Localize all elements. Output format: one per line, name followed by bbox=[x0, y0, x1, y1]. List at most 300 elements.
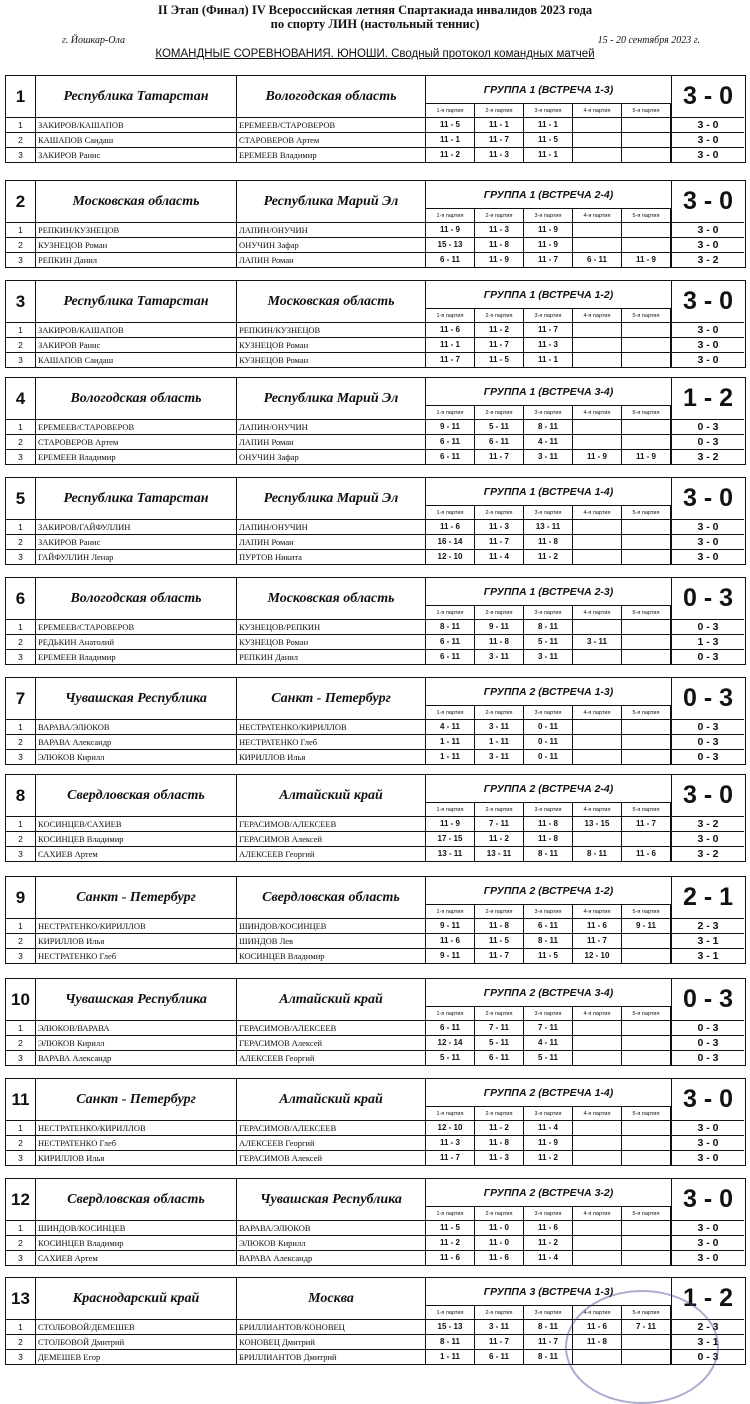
set-score: 11 - 4 bbox=[524, 1251, 573, 1265]
game-row bbox=[6, 720, 744, 735]
team-a-name: Вологодская область bbox=[36, 578, 237, 620]
game-number: 2 bbox=[6, 1335, 36, 1349]
group-label: ГРУППА 1 (ВСТРЕЧА 1-3) bbox=[426, 76, 671, 104]
party-header: 4-я партия bbox=[573, 706, 622, 720]
game-number: 3 bbox=[6, 847, 36, 861]
match-block bbox=[5, 1078, 746, 1166]
party-header: 2-я партия bbox=[475, 803, 524, 817]
set-score: 3 - 11 bbox=[524, 450, 573, 464]
game-rows bbox=[6, 1021, 744, 1065]
set-score: 11 - 3 bbox=[426, 1136, 475, 1150]
set-score: 11 - 7 bbox=[524, 1335, 573, 1349]
player-b-name: КИРИЛЛОВ Илья bbox=[237, 750, 426, 764]
match-number: 10 bbox=[6, 979, 36, 1021]
party-header: 4-я партия bbox=[573, 1306, 622, 1320]
set-score: 9 - 11 bbox=[426, 919, 475, 933]
set-score: 11 - 2 bbox=[426, 1236, 475, 1250]
team-b-name: Республика Марий Эл bbox=[237, 378, 426, 420]
match-number: 7 bbox=[6, 678, 36, 720]
game-number: 3 bbox=[6, 550, 36, 564]
game-number: 1 bbox=[6, 1121, 36, 1135]
set-score: 11 - 5 bbox=[475, 353, 524, 367]
game-result: 0 - 3 bbox=[671, 1051, 744, 1065]
match-block bbox=[5, 677, 746, 765]
set-score bbox=[622, 238, 671, 252]
match-number: 3 bbox=[6, 281, 36, 323]
game-row bbox=[6, 1320, 744, 1335]
player-b-name: ГЕРАСИМОВ/АЛЕКСЕЕВ bbox=[237, 1021, 426, 1035]
game-result: 3 - 0 bbox=[671, 1236, 744, 1250]
set-score: 5 - 11 bbox=[524, 635, 573, 649]
player-a-name: ЗАКИРОВ Ранис bbox=[36, 338, 237, 352]
game-row bbox=[6, 1121, 744, 1136]
game-result: 0 - 3 bbox=[671, 1021, 744, 1035]
set-score: 13 - 11 bbox=[475, 847, 524, 861]
set-score: 1 - 11 bbox=[426, 750, 475, 764]
game-number: 3 bbox=[6, 353, 36, 367]
party-header: 5-я партия bbox=[622, 406, 671, 420]
set-score: 7 - 11 bbox=[475, 817, 524, 831]
player-b-name: НЕСТРАТЕНКО Глеб bbox=[237, 735, 426, 749]
set-score bbox=[573, 1136, 622, 1150]
match-block bbox=[5, 774, 746, 862]
game-number: 2 bbox=[6, 1036, 36, 1050]
set-score: 11 - 7 bbox=[475, 133, 524, 147]
set-score: 11 - 8 bbox=[524, 817, 573, 831]
set-score: 11 - 3 bbox=[524, 338, 573, 352]
set-score: 11 - 3 bbox=[475, 223, 524, 237]
set-score bbox=[622, 353, 671, 367]
set-score: 11 - 9 bbox=[524, 238, 573, 252]
set-score: 6 - 11 bbox=[475, 1051, 524, 1065]
party-header: 3-я партия bbox=[524, 1007, 573, 1021]
set-score: 11 - 6 bbox=[622, 847, 671, 861]
party-header: 2-я партия bbox=[475, 1107, 524, 1121]
set-score: 7 - 11 bbox=[524, 1021, 573, 1035]
game-number: 1 bbox=[6, 420, 36, 434]
set-score: 11 - 8 bbox=[524, 832, 573, 846]
player-a-name: ЗАКИРОВ Ранис bbox=[36, 148, 237, 162]
set-score: 11 - 8 bbox=[573, 1335, 622, 1349]
set-score: 11 - 7 bbox=[475, 450, 524, 464]
game-rows bbox=[6, 323, 744, 367]
set-score bbox=[573, 750, 622, 764]
game-number: 3 bbox=[6, 148, 36, 162]
set-score bbox=[622, 1021, 671, 1035]
player-a-name: ЭЛЮКОВ Кирилл bbox=[36, 1036, 237, 1050]
set-score bbox=[622, 520, 671, 534]
set-score bbox=[573, 550, 622, 564]
party-header: 4-я партия bbox=[573, 1007, 622, 1021]
team-a-name: Московская область bbox=[36, 181, 237, 223]
set-score: 3 - 11 bbox=[475, 750, 524, 764]
game-number: 1 bbox=[6, 520, 36, 534]
game-result: 3 - 2 bbox=[671, 450, 744, 464]
player-a-name: НЕСТРАТЕНКО Глеб bbox=[36, 1136, 237, 1150]
set-score: 11 - 2 bbox=[475, 832, 524, 846]
game-row bbox=[6, 1251, 744, 1266]
game-result: 0 - 3 bbox=[671, 750, 744, 764]
set-score: 11 - 1 bbox=[524, 353, 573, 367]
group-label: ГРУППА 2 (ВСТРЕЧА 1-4) bbox=[426, 1079, 671, 1107]
team-b-name: Алтайский край bbox=[237, 1079, 426, 1121]
set-score: 6 - 11 bbox=[573, 253, 622, 267]
set-score: 11 - 6 bbox=[475, 1251, 524, 1265]
party-header: 3-я партия bbox=[524, 803, 573, 817]
set-score bbox=[622, 620, 671, 634]
player-a-name: РЕПКИН Данил bbox=[36, 253, 237, 267]
game-number: 2 bbox=[6, 934, 36, 948]
set-score: 11 - 1 bbox=[475, 118, 524, 132]
game-number: 1 bbox=[6, 817, 36, 831]
set-score: 0 - 11 bbox=[524, 735, 573, 749]
team-a-name: Свердловская область bbox=[36, 775, 237, 817]
header-title-line2: по спорту ЛИН (настольный теннис) bbox=[270, 17, 480, 31]
game-number: 1 bbox=[6, 620, 36, 634]
party-header: 2-я партия bbox=[475, 1306, 524, 1320]
player-a-name: ЭЛЮКОВ Кирилл bbox=[36, 750, 237, 764]
player-a-name: ЕРЕМЕЕВ Владимир bbox=[36, 450, 237, 464]
set-score: 4 - 11 bbox=[426, 720, 475, 734]
set-score bbox=[573, 1251, 622, 1265]
match-total-score: 1 - 2 bbox=[671, 1278, 744, 1320]
game-rows bbox=[6, 420, 744, 464]
match-total-score: 3 - 0 bbox=[671, 478, 744, 520]
set-score bbox=[573, 435, 622, 449]
header-title-line1: II Этап (Финал) IV Всероссийская летняя Спартакиада инвалидов 2023 года bbox=[157, 3, 593, 17]
game-row bbox=[6, 1151, 744, 1166]
game-result: 3 - 0 bbox=[671, 1121, 744, 1135]
team-b-name: Алтайский край bbox=[237, 775, 426, 817]
set-score bbox=[622, 1350, 671, 1364]
player-a-name: ЕРЕМЕЕВ/СТАРОВЕРОВ bbox=[36, 620, 237, 634]
player-a-name: КОСИНЦЕВ Владимир bbox=[36, 832, 237, 846]
party-header: 4-я партия bbox=[573, 1207, 622, 1221]
set-score bbox=[573, 1036, 622, 1050]
game-row bbox=[6, 650, 744, 665]
match-total-score: 3 - 0 bbox=[671, 181, 744, 223]
group-label: ГРУППА 2 (ВСТРЕЧА 1-2) bbox=[426, 877, 671, 905]
player-a-name: ВАРАВА Александр bbox=[36, 1051, 237, 1065]
game-result: 3 - 0 bbox=[671, 1136, 744, 1150]
set-score: 11 - 6 bbox=[573, 1320, 622, 1334]
party-header: 5-я партия bbox=[622, 1306, 671, 1320]
set-score: 11 - 6 bbox=[573, 919, 622, 933]
set-score: 4 - 11 bbox=[524, 435, 573, 449]
set-score: 11 - 7 bbox=[475, 535, 524, 549]
set-score bbox=[573, 720, 622, 734]
party-header: 4-я партия bbox=[573, 506, 622, 520]
set-score: 3 - 11 bbox=[475, 1320, 524, 1334]
team-a-name: Республика Татарстан bbox=[36, 76, 237, 118]
match-block bbox=[5, 477, 746, 565]
set-score: 5 - 11 bbox=[426, 1051, 475, 1065]
set-score: 3 - 11 bbox=[524, 650, 573, 664]
player-b-name: ЛАПИН Роман bbox=[237, 253, 426, 267]
party-header: 1-я партия bbox=[426, 905, 475, 919]
party-header: 3-я партия bbox=[524, 606, 573, 620]
set-score bbox=[622, 650, 671, 664]
game-result: 0 - 3 bbox=[671, 420, 744, 434]
set-score: 11 - 7 bbox=[426, 1151, 475, 1165]
game-row bbox=[6, 353, 744, 368]
group-label: ГРУППА 2 (ВСТРЕЧА 2-4) bbox=[426, 775, 671, 803]
player-b-name: БРИЛЛИАНТОВ Дмитрий bbox=[237, 1350, 426, 1364]
game-result: 3 - 0 bbox=[671, 832, 744, 846]
game-result: 3 - 0 bbox=[671, 223, 744, 237]
set-score bbox=[573, 338, 622, 352]
player-b-name: ЕРЕМЕЕВ/СТАРОВЕРОВ bbox=[237, 118, 426, 132]
set-score: 8 - 11 bbox=[426, 1335, 475, 1349]
team-a-name: Республика Татарстан bbox=[36, 281, 237, 323]
set-score: 5 - 11 bbox=[524, 1051, 573, 1065]
game-number: 1 bbox=[6, 323, 36, 337]
set-score bbox=[622, 535, 671, 549]
game-row bbox=[6, 1136, 744, 1151]
game-row bbox=[6, 934, 744, 949]
player-b-name: ЛАПИН Роман bbox=[237, 435, 426, 449]
game-rows bbox=[6, 620, 744, 664]
set-score: 11 - 2 bbox=[524, 550, 573, 564]
game-number: 1 bbox=[6, 118, 36, 132]
game-result: 0 - 3 bbox=[671, 720, 744, 734]
set-score bbox=[573, 238, 622, 252]
party-header: 1-я партия bbox=[426, 606, 475, 620]
set-score bbox=[573, 420, 622, 434]
set-score: 6 - 11 bbox=[426, 650, 475, 664]
set-score: 6 - 11 bbox=[475, 435, 524, 449]
match-block bbox=[5, 876, 746, 964]
party-header: 4-я партия bbox=[573, 406, 622, 420]
party-header: 3-я партия bbox=[524, 1306, 573, 1320]
player-b-name: КУЗНЕЦОВ Роман bbox=[237, 353, 426, 367]
player-a-name: РЕПКИН/КУЗНЕЦОВ bbox=[36, 223, 237, 237]
set-score bbox=[573, 832, 622, 846]
set-score: 3 - 11 bbox=[573, 635, 622, 649]
game-row bbox=[6, 1051, 744, 1066]
set-score: 13 - 11 bbox=[524, 520, 573, 534]
set-score: 11 - 5 bbox=[426, 118, 475, 132]
player-a-name: НЕСТРАТЕНКО Глеб bbox=[36, 949, 237, 963]
game-row bbox=[6, 1021, 744, 1036]
set-score: 11 - 5 bbox=[475, 934, 524, 948]
game-row bbox=[6, 750, 744, 765]
set-score bbox=[573, 118, 622, 132]
match-number: 12 bbox=[6, 1179, 36, 1221]
game-number: 1 bbox=[6, 1021, 36, 1035]
set-score bbox=[573, 620, 622, 634]
match-block bbox=[5, 180, 746, 268]
team-b-name: Республика Марий Эл bbox=[237, 478, 426, 520]
set-score: 9 - 11 bbox=[426, 420, 475, 434]
player-b-name: КОНОВЕЦ Дмитрий bbox=[237, 1335, 426, 1349]
match-total-score: 3 - 0 bbox=[671, 76, 744, 118]
player-b-name: БРИЛЛИАНТОВ/КОНОВЕЦ bbox=[237, 1320, 426, 1334]
game-result: 0 - 3 bbox=[671, 1036, 744, 1050]
game-row bbox=[6, 832, 744, 847]
set-score: 11 - 1 bbox=[426, 133, 475, 147]
player-a-name: КИРИЛЛОВ Илья bbox=[36, 1151, 237, 1165]
player-b-name: АЛЕКСЕЕВ Георгий bbox=[237, 1136, 426, 1150]
set-score: 11 - 8 bbox=[524, 535, 573, 549]
set-score: 12 - 14 bbox=[426, 1036, 475, 1050]
set-score: 4 - 11 bbox=[524, 1036, 573, 1050]
party-header: 5-я партия bbox=[622, 606, 671, 620]
player-b-name: ЛАПИН Роман bbox=[237, 535, 426, 549]
set-score: 9 - 11 bbox=[475, 620, 524, 634]
set-score: 5 - 11 bbox=[475, 1036, 524, 1050]
set-score: 15 - 13 bbox=[426, 238, 475, 252]
party-header: 5-я партия bbox=[622, 1107, 671, 1121]
player-a-name: ЕРЕМЕЕВ/СТАРОВЕРОВ bbox=[36, 420, 237, 434]
party-header: 5-я партия bbox=[622, 1007, 671, 1021]
match-number: 9 bbox=[6, 877, 36, 919]
set-score bbox=[622, 1151, 671, 1165]
set-score bbox=[622, 1136, 671, 1150]
game-result: 3 - 0 bbox=[671, 1151, 744, 1165]
party-header: 2-я партия bbox=[475, 1007, 524, 1021]
set-score: 11 - 6 bbox=[524, 1221, 573, 1235]
game-row bbox=[6, 118, 744, 133]
team-a-name: Свердловская область bbox=[36, 1179, 237, 1221]
player-a-name: КАШАПОВ Саидаш bbox=[36, 353, 237, 367]
player-b-name: ГЕРАСИМОВ/АЛЕКСЕЕВ bbox=[237, 817, 426, 831]
player-b-name: СТАРОВЕРОВ Артем bbox=[237, 133, 426, 147]
set-score: 11 - 4 bbox=[475, 550, 524, 564]
player-a-name: ЗАКИРОВ/КАШАПОВ bbox=[36, 323, 237, 337]
party-header: 3-я партия bbox=[524, 104, 573, 118]
player-a-name: КОСИНЦЕВ/САХИЕВ bbox=[36, 817, 237, 831]
party-header: 2-я партия bbox=[475, 209, 524, 223]
player-b-name: РЕПКИН/КУЗНЕЦОВ bbox=[237, 323, 426, 337]
game-number: 1 bbox=[6, 919, 36, 933]
game-number: 2 bbox=[6, 338, 36, 352]
party-header: 2-я партия bbox=[475, 706, 524, 720]
party-header: 1-я партия bbox=[426, 309, 475, 323]
party-header: 5-я партия bbox=[622, 1207, 671, 1221]
team-b-name: Москва bbox=[237, 1278, 426, 1320]
game-result: 3 - 0 bbox=[671, 550, 744, 564]
game-result: 3 - 1 bbox=[671, 934, 744, 948]
set-score: 11 - 5 bbox=[426, 1221, 475, 1235]
party-header: 3-я партия bbox=[524, 706, 573, 720]
set-score bbox=[573, 133, 622, 147]
match-number: 1 bbox=[6, 76, 36, 118]
team-a-name: Республика Татарстан bbox=[36, 478, 237, 520]
group-label: ГРУППА 3 (ВСТРЕЧА 1-3) bbox=[426, 1278, 671, 1306]
set-score bbox=[573, 353, 622, 367]
game-row bbox=[6, 620, 744, 635]
set-score bbox=[622, 1036, 671, 1050]
player-a-name: ДЕМЕШЕВ Егор bbox=[36, 1350, 237, 1364]
party-header: 1-я партия bbox=[426, 104, 475, 118]
set-score: 1 - 11 bbox=[475, 735, 524, 749]
set-score bbox=[573, 223, 622, 237]
team-a-name: Чувашская Республика bbox=[36, 678, 237, 720]
set-score: 11 - 0 bbox=[475, 1236, 524, 1250]
game-result: 3 - 0 bbox=[671, 238, 744, 252]
game-rows bbox=[6, 720, 744, 764]
player-a-name: СТАРОВЕРОВ Артем bbox=[36, 435, 237, 449]
game-result: 3 - 0 bbox=[671, 118, 744, 132]
set-score: 11 - 7 bbox=[475, 949, 524, 963]
set-score bbox=[573, 1221, 622, 1235]
game-number: 1 bbox=[6, 1320, 36, 1334]
player-a-name: ЗАКИРОВ/ГАЙФУЛЛИН bbox=[36, 520, 237, 534]
match-total-score: 3 - 0 bbox=[671, 775, 744, 817]
match-number: 11 bbox=[6, 1079, 36, 1121]
game-row bbox=[6, 1236, 744, 1251]
match-number: 5 bbox=[6, 478, 36, 520]
set-score bbox=[573, 148, 622, 162]
game-row bbox=[6, 1350, 744, 1365]
game-row bbox=[6, 223, 744, 238]
set-score bbox=[622, 1251, 671, 1265]
party-header: 2-я партия bbox=[475, 104, 524, 118]
player-b-name: ГЕРАСИМОВ Алексей bbox=[237, 1151, 426, 1165]
set-score: 17 - 15 bbox=[426, 832, 475, 846]
set-score: 3 - 11 bbox=[475, 720, 524, 734]
party-header: 1-я партия bbox=[426, 706, 475, 720]
match-total-score: 3 - 0 bbox=[671, 281, 744, 323]
set-score: 1 - 11 bbox=[426, 1350, 475, 1364]
set-score: 12 - 10 bbox=[573, 949, 622, 963]
game-number: 1 bbox=[6, 223, 36, 237]
game-number: 2 bbox=[6, 1136, 36, 1150]
set-score: 1 - 11 bbox=[426, 735, 475, 749]
party-header: 2-я партия bbox=[475, 606, 524, 620]
set-score: 3 - 11 bbox=[475, 650, 524, 664]
set-score: 11 - 7 bbox=[475, 1335, 524, 1349]
set-score bbox=[573, 1051, 622, 1065]
match-block bbox=[5, 280, 746, 368]
set-score: 11 - 9 bbox=[622, 450, 671, 464]
player-a-name: КОСИНЦЕВ Владимир bbox=[36, 1236, 237, 1250]
game-result: 0 - 3 bbox=[671, 1350, 744, 1364]
group-label: ГРУППА 2 (ВСТРЕЧА 3-4) bbox=[426, 979, 671, 1007]
set-score: 15 - 13 bbox=[426, 1320, 475, 1334]
party-header: 3-я партия bbox=[524, 905, 573, 919]
set-score bbox=[573, 535, 622, 549]
game-rows bbox=[6, 223, 744, 267]
match-total-score: 1 - 2 bbox=[671, 378, 744, 420]
set-score: 11 - 7 bbox=[622, 817, 671, 831]
party-header: 4-я партия bbox=[573, 606, 622, 620]
game-result: 0 - 3 bbox=[671, 435, 744, 449]
player-b-name: ШИНДОВ/КОСИНЦЕВ bbox=[237, 919, 426, 933]
player-b-name: АЛЕКСЕЕВ Георгий bbox=[237, 1051, 426, 1065]
match-number: 13 bbox=[6, 1278, 36, 1320]
match-block bbox=[5, 1277, 746, 1365]
group-label: ГРУППА 1 (ВСТРЕЧА 1-4) bbox=[426, 478, 671, 506]
set-score: 11 - 2 bbox=[524, 1236, 573, 1250]
party-header: 3-я партия bbox=[524, 209, 573, 223]
match-block bbox=[5, 1178, 746, 1266]
player-a-name: РЕДЬКИН Анатолий bbox=[36, 635, 237, 649]
party-header: 5-я партия bbox=[622, 209, 671, 223]
party-header: 5-я партия bbox=[622, 706, 671, 720]
set-score: 8 - 11 bbox=[426, 620, 475, 634]
game-number: 2 bbox=[6, 832, 36, 846]
set-score bbox=[622, 1221, 671, 1235]
match-total-score: 3 - 0 bbox=[671, 1079, 744, 1121]
player-a-name: ШИНДОВ/КОСИНЦЕВ bbox=[36, 1221, 237, 1235]
party-header: 4-я партия bbox=[573, 905, 622, 919]
team-b-name: Московская область bbox=[237, 281, 426, 323]
game-number: 2 bbox=[6, 435, 36, 449]
team-a-name: Вологодская область bbox=[36, 378, 237, 420]
game-result: 3 - 2 bbox=[671, 817, 744, 831]
